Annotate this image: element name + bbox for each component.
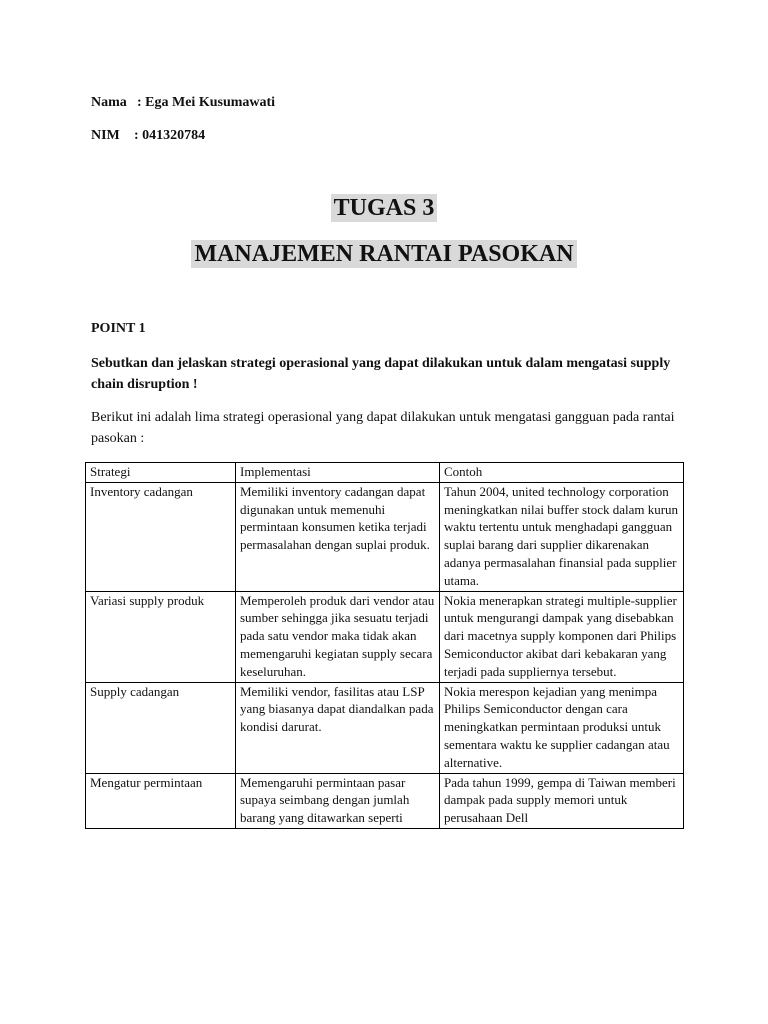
- header-implementasi: Implementasi: [236, 463, 440, 483]
- table-row: [86, 682, 684, 773]
- cell-implementasi: Memiliki inventory cadangan dapat digunakan untuk memenuhi permintaan konsumen ketika terjadi permasalahan dengan suplai produk.: [236, 482, 440, 591]
- cell-implementasi: Memiliki vendor, fasilitas atau LSP yang biasanya dapat diandalkan pada kondisi darurat.: [236, 682, 440, 773]
- strategy-table: [85, 462, 684, 829]
- cell-contoh: Pada tahun 1999, gempa di Taiwan memberi dampak pada supply memori untuk perusahaan Dell: [440, 773, 684, 828]
- cell-strategi: Mengatur permintaan: [86, 773, 236, 828]
- cell-implementasi: Memengaruhi permintaan pasar supaya seimbang dengan jumlah barang yang ditawarkan seperti: [236, 773, 440, 828]
- assignment-title: [0, 195, 768, 222]
- nim-line: [91, 128, 205, 144]
- section-point: POINT 1: [91, 321, 146, 336]
- table-row: [86, 773, 684, 828]
- name-label: Nama: [91, 95, 127, 110]
- header-strategi: Strategi: [86, 463, 236, 483]
- cell-contoh: Nokia merespon kejadian yang menimpa Philips Semiconductor dengan cara meningkatkan permintaan produksi untuk sementara waktu ke supplier cadangan atau alternative.: [440, 682, 684, 773]
- table-row: [86, 591, 684, 682]
- cell-implementasi: Memperoleh produk dari vendor atau sumber sehingga jika sesuatu terjadi pada satu vendor maka tidak akan memengaruhi kegiatan supply secara keseluruhan.: [236, 591, 440, 682]
- cell-contoh: Nokia menerapkan strategi multiple-supplier untuk mengurangi dampak yang disebabkan dari macetnya supply komponen dari Philips Semiconductor akibat dari kebakaran yang terjadi pada suppliernya tersebut.: [440, 591, 684, 682]
- cell-strategi: Variasi supply produk: [86, 591, 236, 682]
- table-header-row: [86, 463, 684, 483]
- table-row: [86, 482, 684, 591]
- assignment-title-text: TUGAS 3: [331, 194, 438, 222]
- name-value: : Ega Mei Kusumawati: [137, 95, 276, 110]
- nim-value: : 041320784: [134, 128, 206, 143]
- cell-contoh: Tahun 2004, united technology corporation meningkatkan nilai buffer stock dalam kurun waktu tertentu untuk menghadapi gangguan suplai barang dari supplier dikarenakan adanya permasalahan finansial pada supplier utama.: [440, 482, 684, 591]
- name-line: [91, 95, 275, 111]
- nim-label: NIM: [91, 128, 120, 143]
- header-contoh: Contoh: [440, 463, 684, 483]
- course-title: [0, 241, 768, 268]
- question-text: Sebutkan dan jelaskan strategi operasional yang dapat dilakukan untuk dalam mengatasi supply chain disruption !: [91, 356, 671, 392]
- intro-text: Berikut ini adalah lima strategi operasional yang dapat dilakukan untuk mengatasi gangguan pada rantai pasokan :: [91, 410, 675, 446]
- cell-strategi: Supply cadangan: [86, 682, 236, 773]
- cell-strategi: Inventory cadangan: [86, 482, 236, 591]
- course-title-text: MANAJEMEN RANTAI PASOKAN: [191, 240, 576, 268]
